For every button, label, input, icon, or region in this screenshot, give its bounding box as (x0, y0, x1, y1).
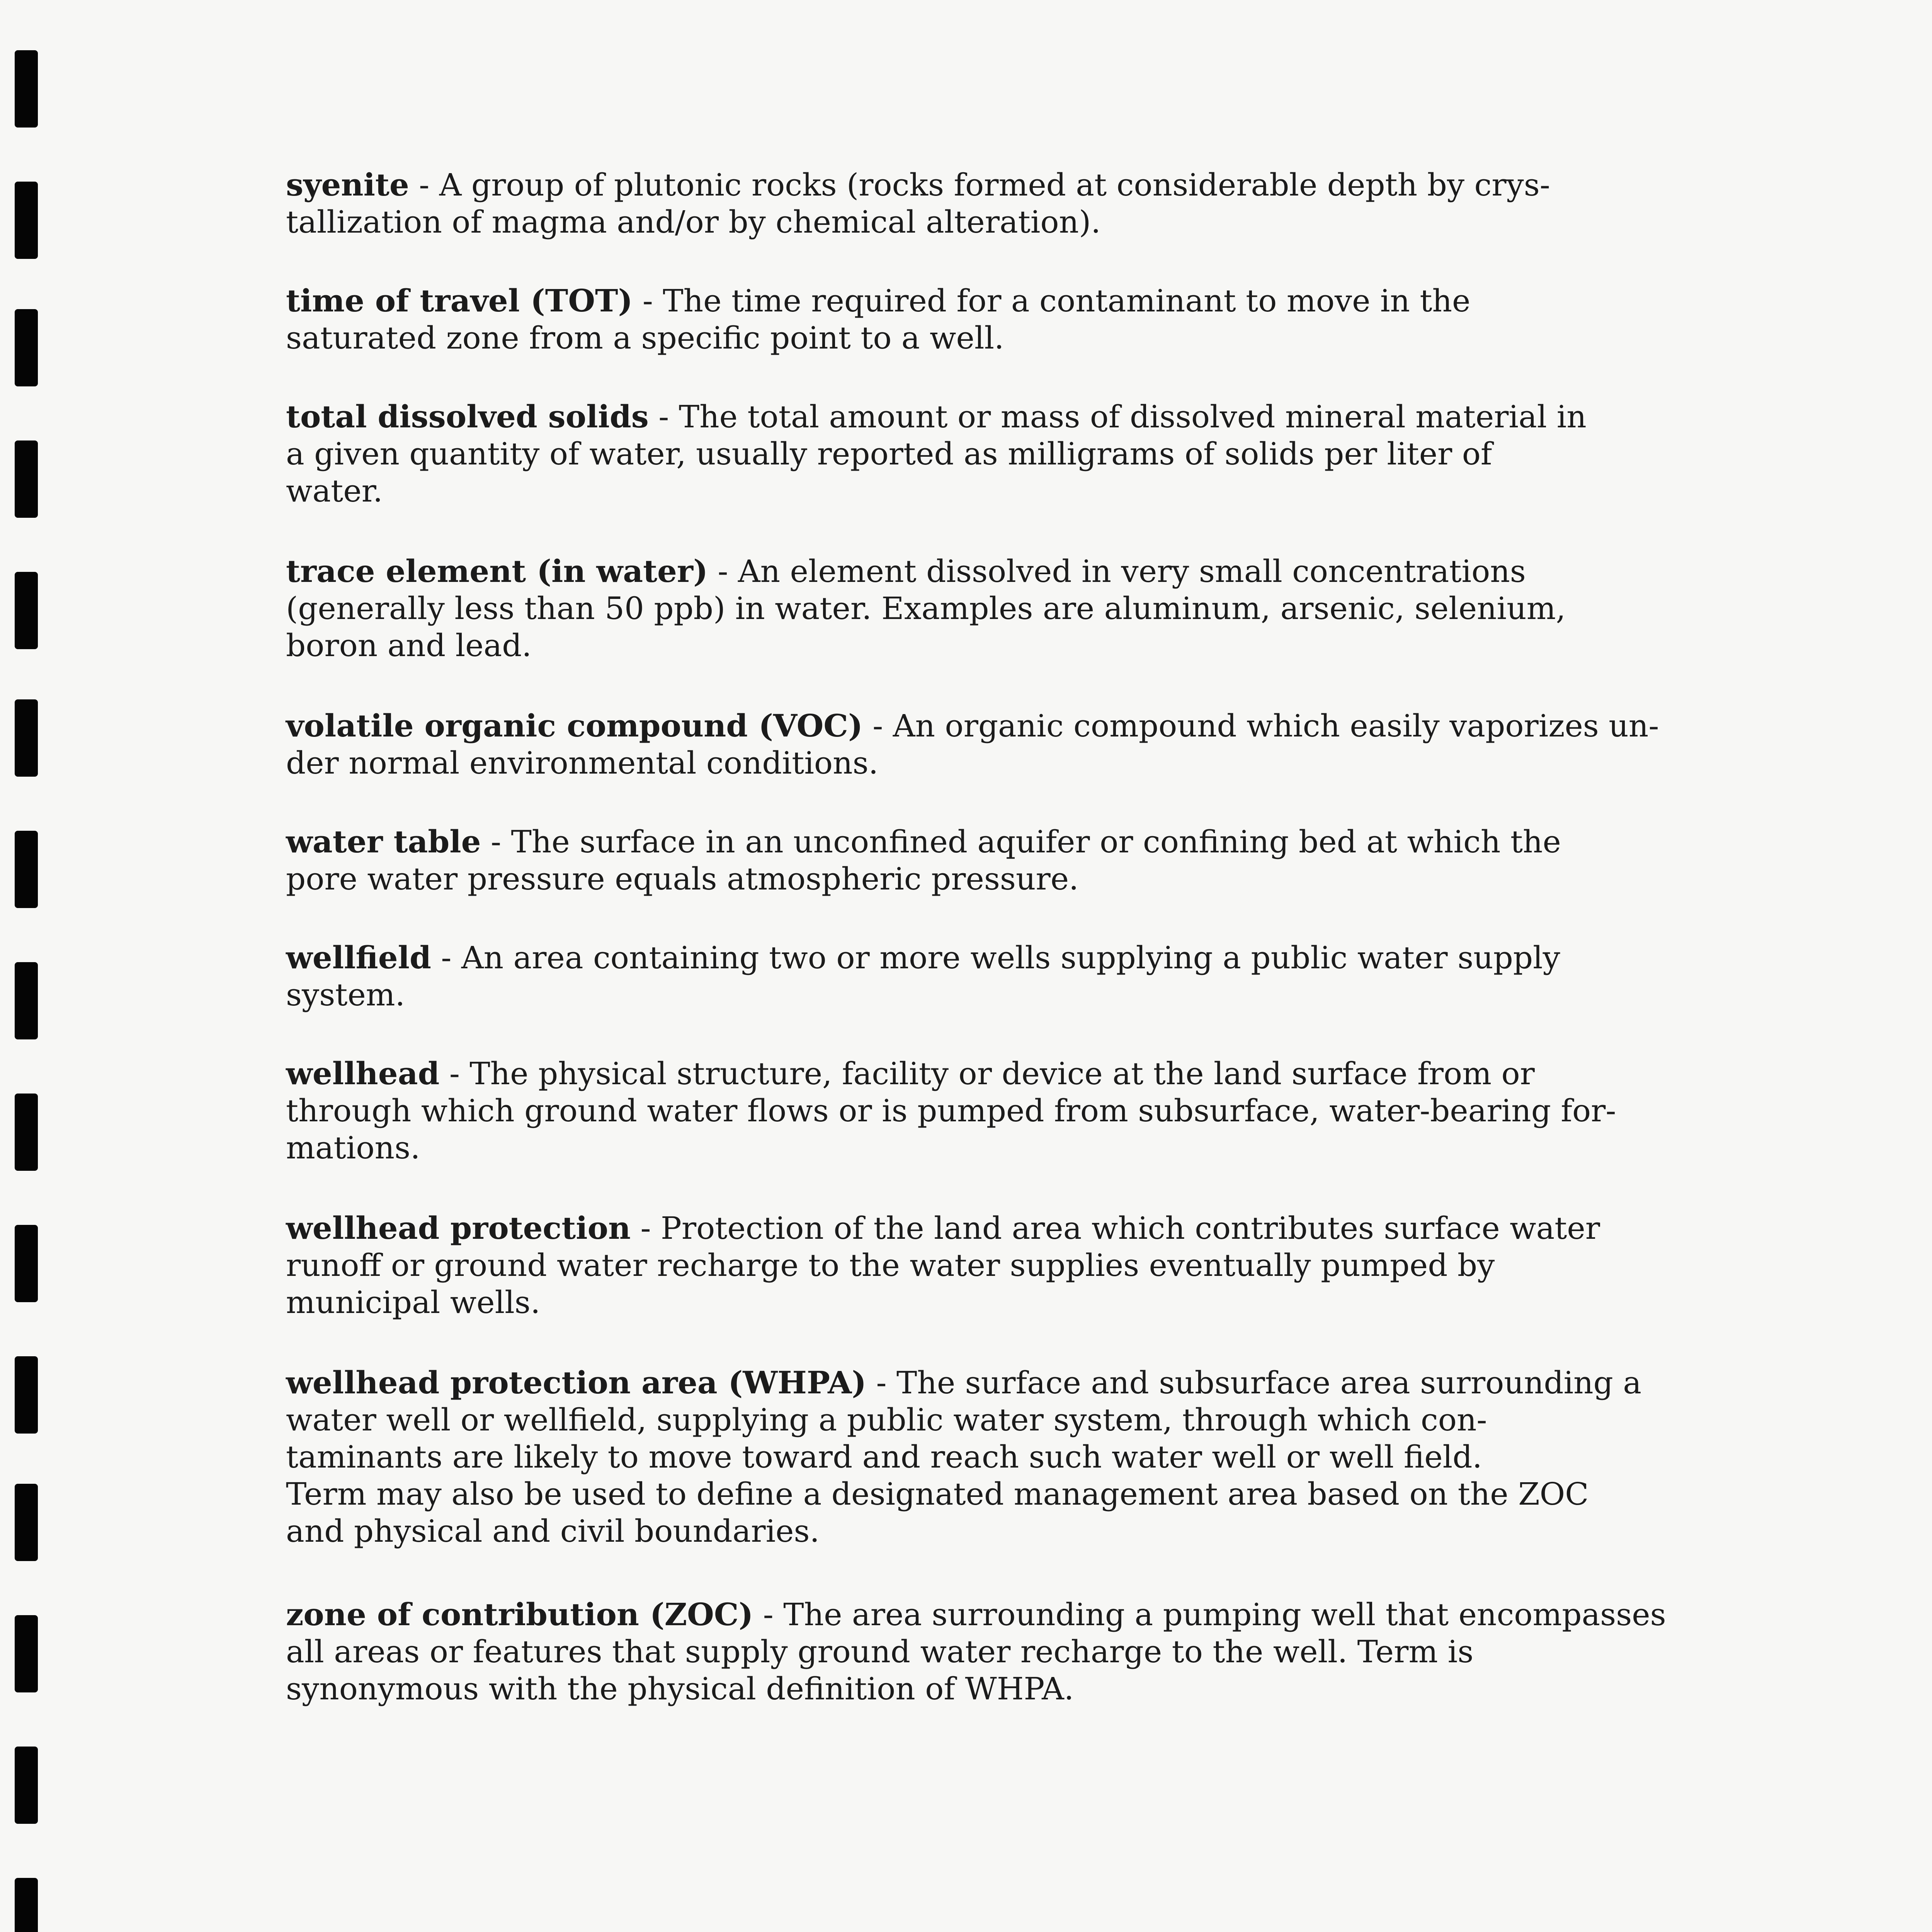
glossary-definition: The area surrounding a pumping well that encompasses all areas or features that supply ground water recharge to the well. Term is synonymous with the physical definition of WHPA. (286, 1597, 1666, 1707)
glossary-term: wellfield (286, 939, 431, 976)
binding-hole (15, 831, 38, 908)
binding-hole (15, 962, 38, 1039)
binding-hole (15, 1094, 38, 1171)
glossary-entry: wellhead protection area (WHPA) - The surface and subsurface area surrounding a water well or wellfield, supplying a public water system, through which con- taminants are likely to move toward and reach such water well or well field. Term may also be used to define a designated management area based on the ZOC and physical and civil boundaries. (286, 1364, 1642, 1549)
glossary-definition: The time required for a contaminant to move in the saturated zone from a specific point to a well. (286, 283, 1471, 356)
glossary-entry: time of travel (TOT) - The time required for a contaminant to move in the saturated zone from a specific point to a well. (286, 282, 1471, 356)
glossary-definition: The surface and subsurface area surrounding a water well or wellfield, supplying a public water system, through which con- taminants are likely to move toward and reach such water well or well field. Term may also be used to define a designated management area based on the ZOC and physical and civil boundaries. (286, 1365, 1642, 1549)
glossary-term: water table (286, 823, 481, 860)
glossary-entry: water table - The surface in an unconfined aquifer or confining bed at which the pore water pressure equals atmospheric pressure. (286, 823, 1561, 897)
glossary-term: volatile organic compound (VOC) (286, 707, 863, 744)
glossary-term: syenite (286, 167, 409, 203)
binding-hole (15, 1225, 38, 1302)
glossary-term: wellhead protection (286, 1210, 631, 1246)
glossary-entry: total dissolved solids - The total amount or mass of dissolved mineral material in a given quantity of water, usually reported as milligrams of solids per liter of water. (286, 398, 1587, 509)
glossary-definition: An organic compound which easily vaporizes un- der normal environmental conditions. (286, 708, 1659, 781)
glossary-definition: An area containing two or more wells supplying a public water supply system. (286, 940, 1560, 1013)
binding-hole (15, 1615, 38, 1692)
glossary-definition: A group of plutonic rocks (rocks formed at considerable depth by crys- tallization of magma and/or by chemical alteration). (286, 167, 1550, 240)
glossary-term: total dissolved solids (286, 398, 649, 435)
glossary-entry: zone of contribution (ZOC) - The area surrounding a pumping well that encompasses all areas or features that supply ground water recharge to the well. Term is synonymous with the physical definition of WHPA. (286, 1596, 1666, 1707)
binding-hole (15, 572, 38, 649)
glossary-entry: wellhead protection - Protection of the land area which contributes surface water runoff or ground water recharge to the water supplies eventually pumped by municipal wells. (286, 1210, 1600, 1320)
binding-hole (15, 309, 38, 386)
glossary-entry: syenite - A group of plutonic rocks (rocks formed at considerable depth by crys- tallization of magma and/or by chemical alteration). (286, 167, 1550, 240)
glossary-entry: wellhead - The physical structure, facility or device at the land surface from or through which ground water flows or is pumped from subsurface, water-bearing for- mations. (286, 1055, 1616, 1166)
binding-hole (15, 699, 38, 777)
binding-hole (15, 440, 38, 518)
glossary-definition: An element dissolved in very small concentrations (generally less than 50 ppb) in water. Examples are aluminum, arsenic, selenium, boron and lead. (286, 553, 1566, 663)
glossary-term: wellhead protection area (WHPA) (286, 1364, 867, 1401)
glossary-entry: trace element (in water) - An element dissolved in very small concentrations (generally less than 50 ppb) in water. Examples are aluminum, arsenic, selenium, boron and lead. (286, 553, 1566, 663)
binding-hole (15, 182, 38, 259)
glossary-definition: Protection of the land area which contributes surface water runoff or ground water recharge to the water supplies eventually pumped by municipal wells. (286, 1210, 1600, 1320)
glossary-term: wellhead (286, 1055, 440, 1092)
binding-strip (15, 0, 38, 1932)
glossary-term: zone of contribution (ZOC) (286, 1596, 753, 1633)
binding-hole (15, 50, 38, 128)
glossary-term: trace element (in water) (286, 553, 708, 589)
glossary-definition: The physical structure, facility or device at the land surface from or through which ground water flows or is pumped from subsurface, water-bearing for- mations. (286, 1056, 1616, 1166)
binding-hole (15, 1484, 38, 1561)
glossary-definition: The surface in an unconfined aquifer or confining bed at which the pore water pressure equals atmospheric pressure. (286, 824, 1561, 897)
glossary-entry: volatile organic compound (VOC) - An organic compound which easily vaporizes un- der normal environmental conditions. (286, 707, 1659, 781)
glossary-term: time of travel (TOT) (286, 282, 633, 319)
glossary-definition: The total amount or mass of dissolved mineral material in a given quantity of water, usually reported as milligrams of solids per liter of water. (286, 399, 1587, 509)
binding-hole (15, 1356, 38, 1434)
binding-hole (15, 1878, 38, 1932)
glossary-entry: wellfield - An area containing two or more wells supplying a public water supply system. (286, 939, 1560, 1013)
binding-hole (15, 1747, 38, 1824)
